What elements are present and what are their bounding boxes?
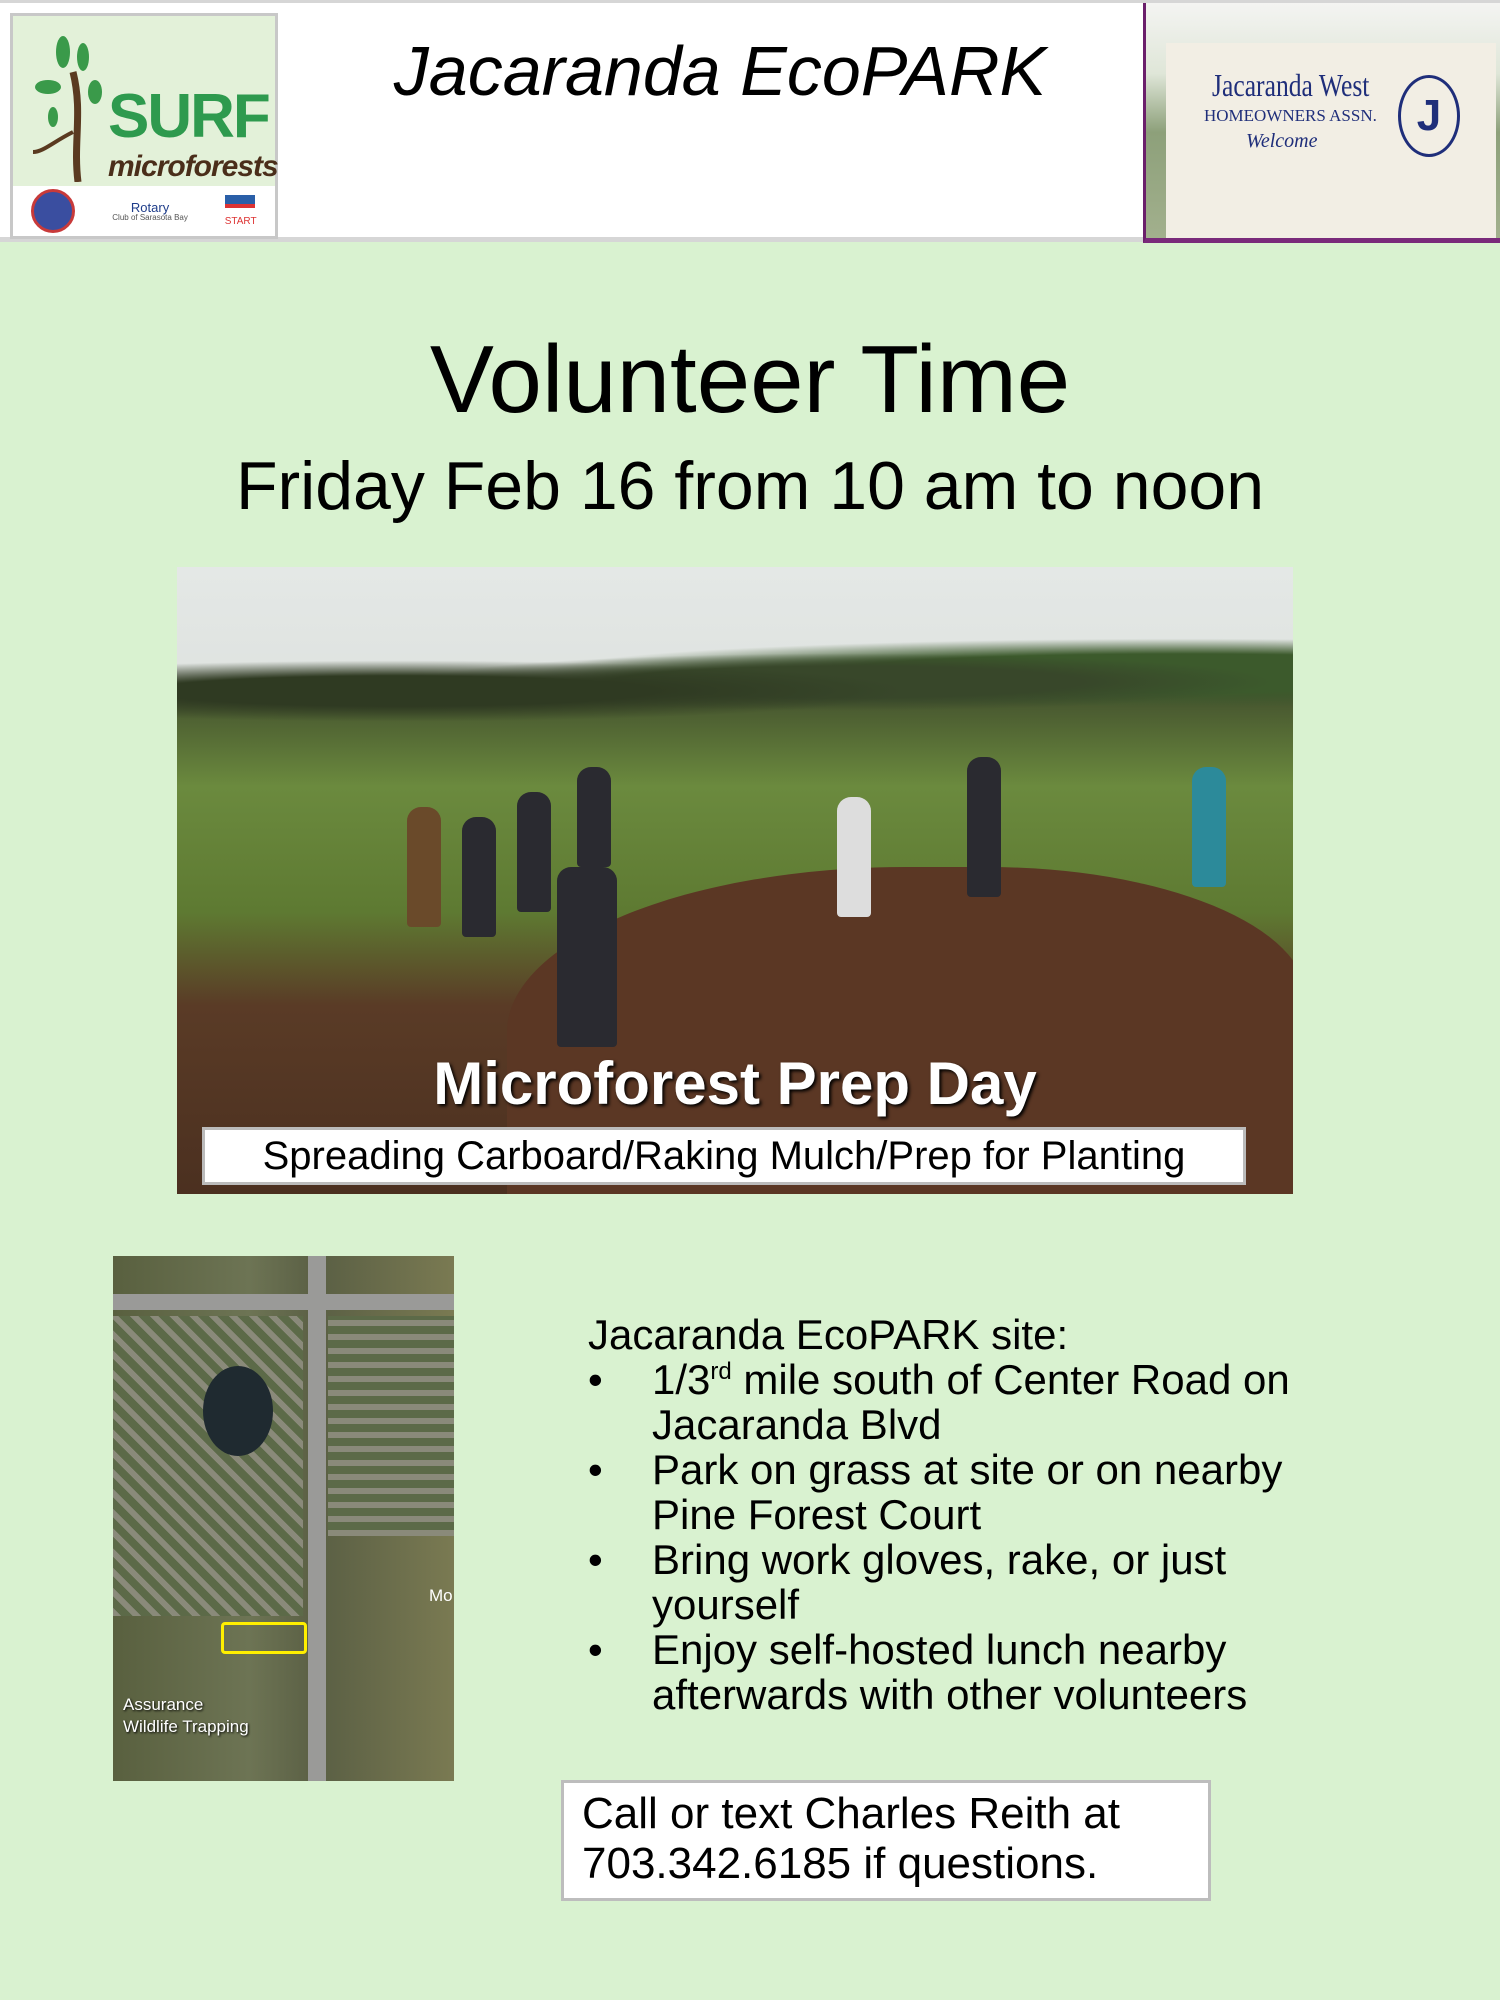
sign-line-1: Jacaranda West — [1212, 67, 1370, 103]
map-road-jacaranda-blvd — [308, 1256, 326, 1781]
event-datetime: Friday Feb 16 from 10 am to noon — [235, 448, 1265, 524]
contact-phone: 703.342.6185 if questions. — [582, 1839, 1099, 1888]
list-item: • Enjoy self-hosted lunch nearby afterwards with other volunteers — [588, 1626, 1248, 1718]
map-road-center — [113, 1294, 454, 1310]
header-banner — [0, 0, 1500, 242]
map-label-edge: Mo — [429, 1586, 453, 1605]
tree-line — [177, 637, 1293, 727]
satellite-map — [113, 1256, 454, 1781]
volunteer-figure — [577, 767, 611, 867]
volunteer-figure — [837, 797, 871, 917]
volunteer-figure — [407, 807, 441, 927]
contact-box — [561, 1780, 1211, 1901]
logo-subtitle: microforests — [108, 150, 278, 183]
surf-microforests-logo — [10, 13, 278, 239]
list-item: • Bring work gloves, rake, or just yourself — [588, 1536, 1227, 1628]
hoa-emblem-icon: J — [1398, 75, 1460, 157]
volunteer-figure — [967, 757, 1001, 897]
map-neighborhood — [113, 1316, 303, 1616]
logo-surf-text: SURF — [108, 82, 269, 151]
event-title: Volunteer Time — [429, 326, 1071, 433]
volunteer-photo — [177, 567, 1293, 1194]
flag-icon — [225, 195, 255, 217]
partner-logos — [13, 186, 275, 236]
photo-caption: Spreading Carboard/Raking Mulch/Prep for Planting — [202, 1127, 1246, 1185]
site-location-marker — [221, 1622, 307, 1654]
contact-line-1: Call or text Charles Reith at — [582, 1789, 1120, 1838]
florida-veterans-seal-icon — [31, 189, 75, 233]
rotary-logo: Rotary Club of Sarasota Bay — [112, 199, 188, 222]
photo-overlay-title: Microforest Prep Day — [433, 1050, 1037, 1117]
site-list — [588, 1357, 1348, 1717]
list-item: • Park on grass at site or on nearby Pine Forest Court — [588, 1446, 1283, 1538]
volunteer-figure — [557, 867, 617, 1047]
list-item: • 1/3rd mile south of Center Road on Jacaranda Blvd — [588, 1356, 1290, 1448]
sign-line-2: HOMEOWNERS ASSN. — [1204, 106, 1377, 125]
volunteer-figure — [517, 792, 551, 912]
volunteer-figure — [1192, 767, 1226, 887]
map-lake — [203, 1366, 273, 1456]
map-label: Assurance Wildlife Trapping — [123, 1695, 249, 1736]
tree-icon — [33, 32, 113, 182]
site-heading: Jacaranda EcoPARK site: — [588, 1311, 1069, 1358]
page-title: Jacaranda EcoPARK — [393, 32, 1047, 110]
map-neighborhood — [328, 1316, 454, 1536]
sign-line-3: Welcome — [1246, 130, 1318, 152]
jacaranda-west-sign-photo — [1143, 3, 1500, 243]
site-info — [588, 1312, 1348, 1717]
start-logo: START — [225, 195, 257, 227]
volunteer-figure — [462, 817, 496, 937]
